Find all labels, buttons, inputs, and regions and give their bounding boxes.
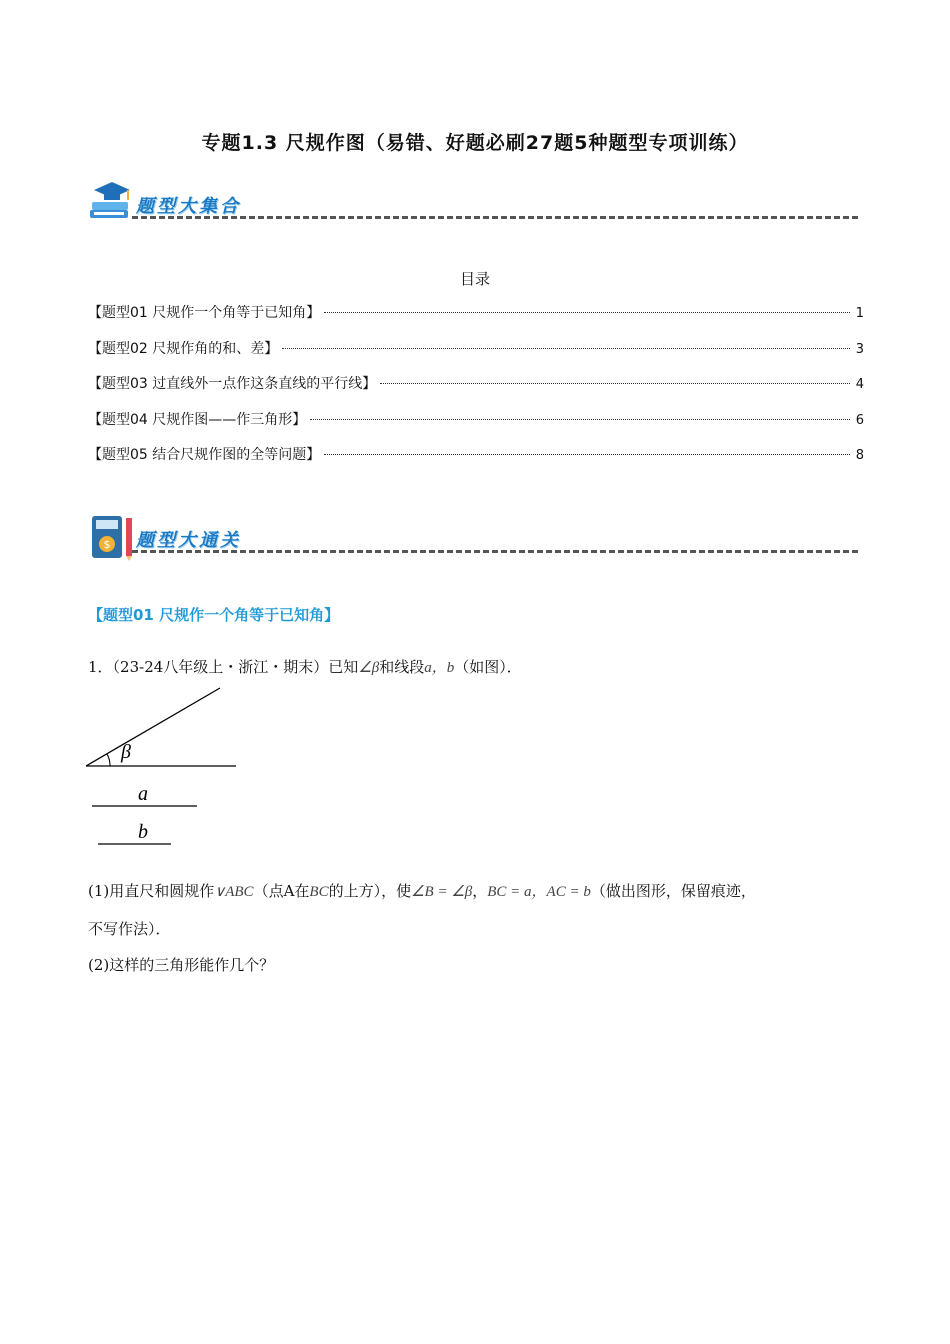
practice-banner-title: 题型大通关 [136, 530, 241, 551]
angle-beta: ∠β [358, 660, 380, 676]
segment-bc: BC [309, 884, 329, 900]
section-heading: 【题型01 尺规作一个角等于已知角】 [88, 606, 340, 624]
books-icon [88, 180, 134, 226]
toc-item[interactable] [88, 302, 864, 338]
toc-item[interactable] [88, 338, 864, 374]
question-1-part-1 [88, 880, 756, 901]
toc-leader [324, 454, 850, 455]
svg-text:$: $ [103, 538, 111, 551]
banner-divider [132, 216, 858, 219]
part-text: (1)用直尺和圆规作 [88, 882, 215, 900]
toc-item[interactable] [88, 444, 864, 480]
toc-item-label: 【题型04 尺规作图——作三角形】 [88, 411, 307, 428]
part-text: （点A在 [253, 882, 310, 900]
collection-banner [88, 178, 858, 226]
question-1-stem [88, 656, 522, 677]
toc-item-label: 【题型01 尺规作一个角等于已知角】 [88, 305, 321, 321]
question-1-figure [80, 684, 250, 854]
toc-item-page: 6 [855, 412, 864, 428]
question-1-part-1-cont: 不写作法）． [88, 920, 171, 938]
question-1-part-2: (2)这样的三角形能作几个？ [88, 956, 275, 974]
condition-angle: ∠B = ∠β [411, 884, 473, 900]
toc-leader [282, 348, 850, 349]
question-source: （23-24八年级上・浙江・期末） [112, 658, 329, 676]
toc-item-page: 4 [855, 377, 864, 392]
toc-item-label: 【题型03 过直线外一点作这条直线的平行线】 [88, 376, 377, 392]
toc-heading: 目录 [459, 270, 490, 288]
toc-item-page: 1 [855, 306, 864, 321]
toc-item-page: 8 [855, 448, 864, 463]
table-of-contents [88, 302, 864, 480]
stem-text: 和线段 [379, 658, 425, 676]
stem-text: 已知 [328, 658, 359, 676]
angle-label: β [121, 741, 131, 763]
segments-ab: a，b [424, 660, 455, 676]
segment-a-label: a [138, 783, 148, 805]
toc-leader [380, 383, 850, 384]
part-text: 的上方），使 [328, 882, 412, 900]
banner-divider [132, 550, 858, 553]
question-number: 1． [88, 658, 113, 676]
collection-banner-title: 题型大集合 [136, 196, 241, 217]
practice-banner [88, 512, 858, 560]
part-text: （做出图形，保留痕迹， [590, 882, 756, 900]
triangle-abc: ∨ABC [214, 884, 254, 900]
toc-item[interactable] [88, 409, 864, 445]
toc-item[interactable] [88, 373, 864, 409]
toc-item-label: 【题型05 结合尺规作图的全等问题】 [88, 447, 321, 463]
toc-leader [310, 419, 850, 420]
part-text: ， [472, 882, 488, 900]
condition-sides: BC = a，AC = b [487, 884, 591, 900]
toc-item-label: 【题型02 尺规作角的和、差】 [88, 340, 279, 357]
toc-leader [324, 312, 850, 313]
segment-b-label: b [138, 821, 148, 843]
stem-text: （如图）． [454, 658, 522, 676]
angle-ray [86, 688, 220, 766]
page-title: 专题1.3 尺规作图（易错、好题必刷27题5种题型专项训练） [201, 132, 749, 154]
calculator-icon [90, 514, 136, 562]
toc-item-page: 3 [855, 341, 864, 357]
angle-arc [107, 754, 110, 766]
